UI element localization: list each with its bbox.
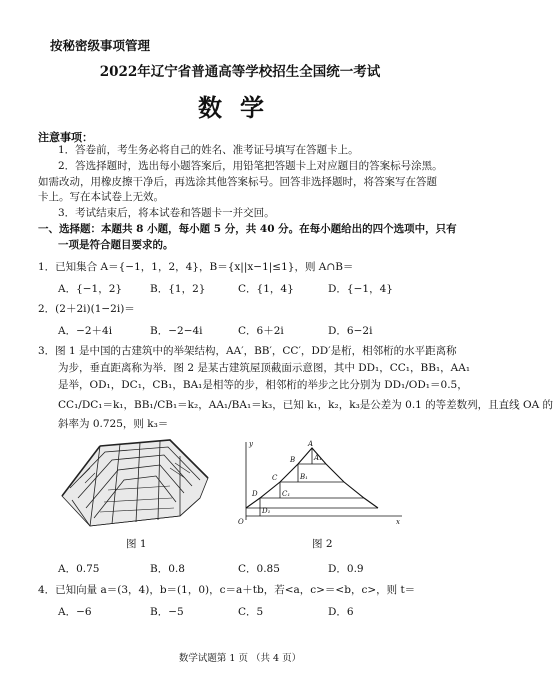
question-3-option-b: B．0.8 (150, 563, 185, 575)
question-3-option-c: C．0.85 (238, 563, 280, 575)
question-3-line-2: 为步，垂直距离称为举．图 2 是某古建筑屋顶截面示意图，其中 DD₁，CC₁，BB₁，AA₁ (58, 362, 471, 374)
label-o: O (238, 518, 244, 526)
notice-item-1: 1．答卷前，考生务必将自己的姓名、准考证号填写在答题卡上。 (58, 144, 359, 156)
label-a1: A₁ (314, 454, 322, 462)
question-1-option-c: C．{1，4} (238, 283, 294, 295)
question-2-option-b: B．−2−4i (150, 325, 203, 337)
question-1-option-d: D．{−1，4} (328, 283, 393, 295)
question-3-line-4: CC₁/DC₁＝k₁，BB₁/CB₁＝k₂，AA₁/BA₁＝k₃，已知 k₁，k₂，k₃是公差为 0.1 的等差数列，且直线 OA 的 (58, 399, 553, 411)
question-4-option-c: C．5 (238, 606, 264, 618)
question-3-option-a: A．0.75 (58, 563, 100, 575)
question-2-option-d: D．6−2i (328, 325, 373, 337)
question-3-option-d: D．0.9 (328, 563, 364, 575)
label-b1: B₁ (300, 473, 308, 481)
question-1-option-a: A．{−1，2} (58, 283, 123, 295)
figure-1-caption: 图 1 (126, 538, 147, 550)
label-y: y (249, 440, 253, 448)
figure-1-roof-illustration (60, 438, 210, 533)
question-4-stem: 4．已知向量 a＝(3，4)，b＝(1，0)，c＝a＋tb，若<a，c>＝<b，c>，则 t＝ (38, 584, 416, 596)
label-d1: D₁ (262, 507, 271, 515)
page-footer: 数学试题第 1 页 （共 4 页） (178, 653, 302, 664)
question-1-option-b: B．{1，2} (150, 283, 206, 295)
label-c1: C₁ (282, 490, 291, 498)
question-3-line-3: 是举，OD₁，DC₁，CB₁，BA₁是相等的步，相邻桁的举步之比分别为 DD₁/OD₁＝0.5， (58, 379, 468, 391)
section-1-heading-line-2: 一项是符合题目要求的。 (58, 239, 174, 251)
figure-2-caption: 图 2 (312, 538, 333, 550)
confidentiality-label: 按秘密级事项管理 (50, 38, 151, 53)
label-d: D (252, 490, 258, 498)
question-4-option-a: A．−6 (58, 606, 92, 618)
notice-item-2-line-1: 2．答选择题时，选出每小题答案后，用铅笔把答题卡上对应题目的答案标号涂黑。 (58, 160, 443, 172)
notice-item-2-line-3: 卡上。写在本试卷上无效。 (38, 191, 164, 203)
question-4-option-b: B．−5 (150, 606, 184, 618)
question-1-stem: 1．已知集合 A＝{−1，1，2，4}，B＝{x||x−1|≤1}，则 A∩B＝ (38, 261, 354, 273)
question-4-option-d: D．6 (328, 606, 354, 618)
notice-heading: 注意事项： (38, 131, 93, 144)
section-1-heading-line-1: 一、选择题：本题共 8 小题，每小题 5 分，共 40 分。在每小题给出的四个选项中，只有 (38, 223, 457, 235)
question-2-option-c: C．6＋2i (238, 325, 284, 337)
label-b: B (290, 456, 296, 464)
figure-2-cross-section (236, 438, 406, 526)
notice-item-3: 3．考试结束后，将本试卷和答题卡一并交回。 (58, 207, 275, 219)
label-a: A (308, 440, 314, 448)
notice-item-2-line-2: 如需改动，用橡皮擦干净后，再选涂其他答案标号。回答非选择题时，将答案写在答题 (38, 176, 437, 188)
label-c: C (272, 474, 278, 482)
exam-title: 2022年辽宁省普通高等学校招生全国统一考试 (99, 64, 381, 80)
question-3-line-5: 斜率为 0.725，则 k₃＝ (58, 418, 169, 430)
question-2-stem: 2．(2＋2i)(1−2i)＝ (38, 303, 135, 315)
question-3-line-1: 3．图 1 是中国的古建筑中的举架结构，AA′，BB′，CC′，DD′是桁，相邻桁的水平距离称 (38, 345, 457, 357)
question-2-option-a: A．−2＋4i (58, 325, 113, 337)
subject-title: 数学 (198, 93, 282, 122)
label-x: x (396, 518, 400, 526)
